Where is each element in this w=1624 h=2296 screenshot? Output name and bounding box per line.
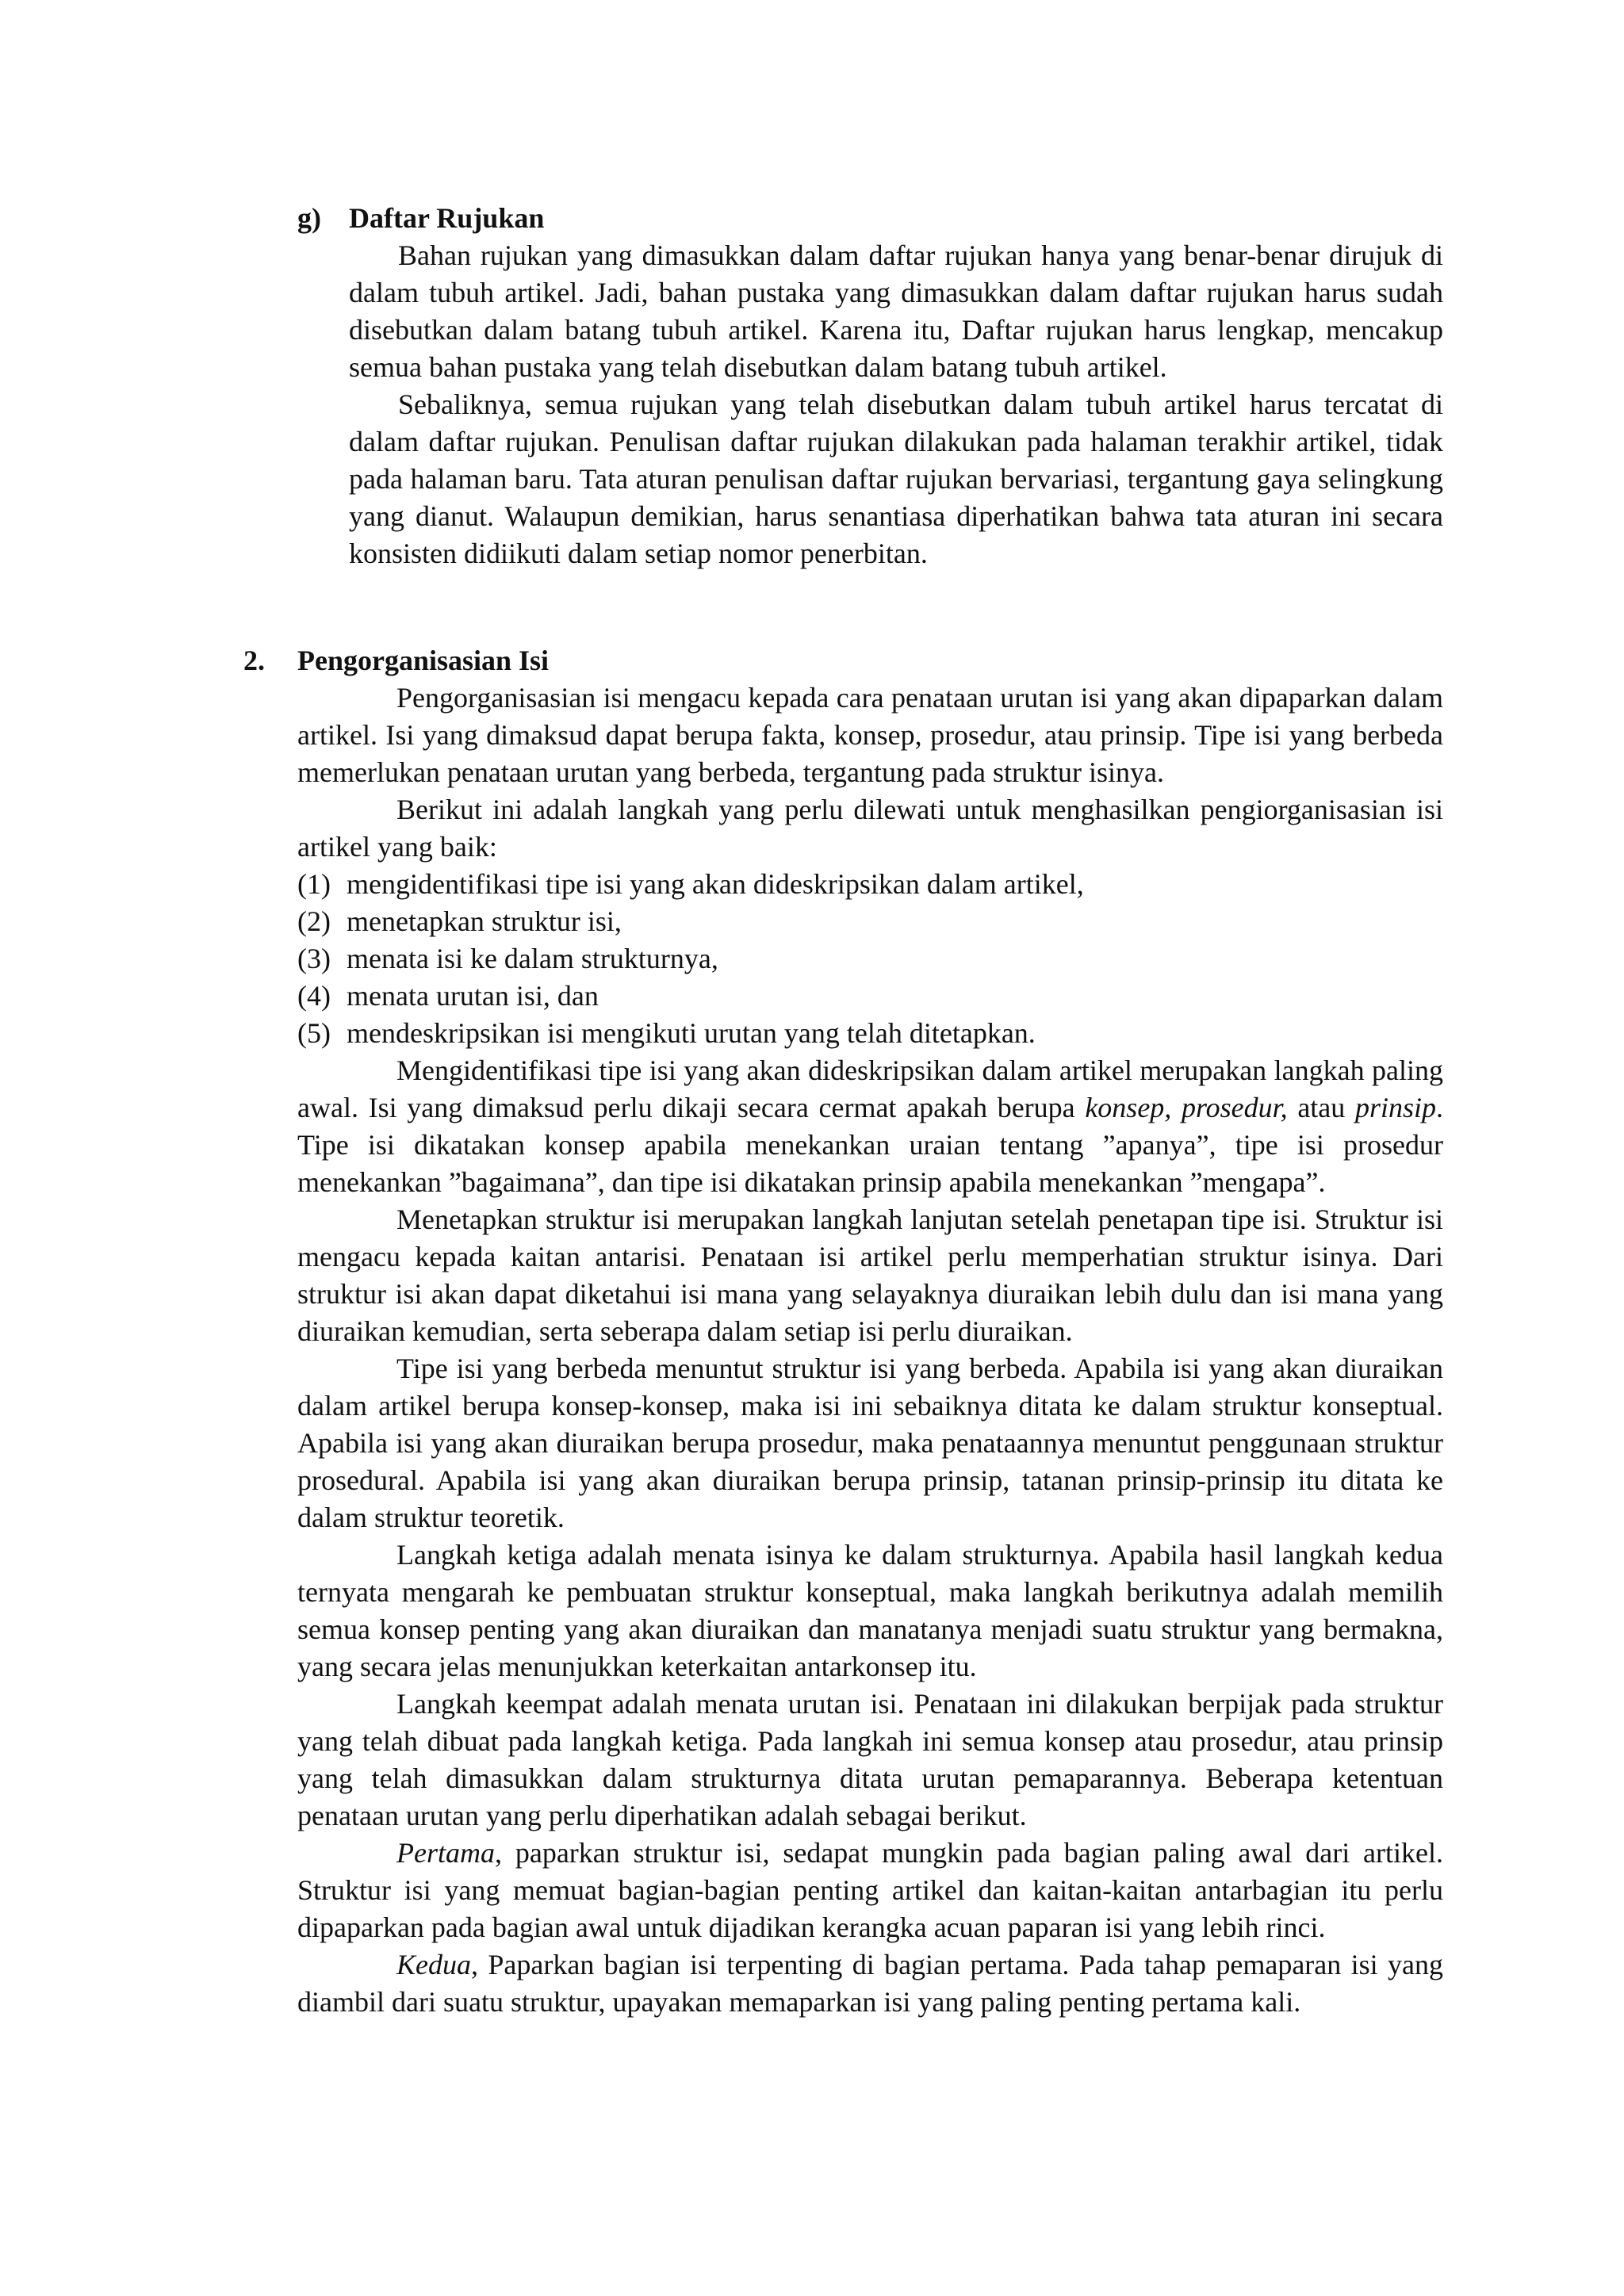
list-item: (5) mendeskripsikan isi mengikuti urutan yang telah ditetapkan. xyxy=(297,1017,1036,1049)
paragraph: Sebaliknya, semua rujukan yang telah disebutkan dalam tubuh artikel harus tercatat di dalam daftar rujukan. Penulisan daftar rujukan dilakukan pada halaman terakhir artikel, tidak pada halaman baru. Tata aturan penulisan daftar rujukan bervariasi, tergantung gaya selingkung yang dianut. Walaupun demikian, harus senantiasa diperhatikan bahwa tata aturan ini secara konsisten didiikuti dalam setiap nomor penerbitan. xyxy=(349,388,1443,569)
emphasis: prinsip xyxy=(1354,1092,1436,1123)
paragraph: Kedua, Paparkan bagian isi terpenting di bagian pertama. Pada tahap pemaparan isi yang diambil dari suatu struktur, upayakan memaparkan isi yang paling penting pertama kali. xyxy=(297,1949,1443,2018)
paragraph: Pengorganisasian isi mengacu kepada cara penataan urutan isi yang akan dipaparkan dalam artikel. Isi yang dimaksud dapat berupa fakta, konsep, prosedur, atau prinsip. Tipe isi yang berbeda memerlukan penataan urutan yang berbeda, tergantung pada struktur isinya. xyxy=(297,682,1443,788)
list-item: (2) menetapkan struktur isi, xyxy=(297,905,622,937)
emphasis: konsep, prosedur, xyxy=(1085,1092,1288,1123)
section-heading xyxy=(243,642,1443,679)
paragraph: Langkah ketiga adalah menata isinya ke dalam strukturnya. Apabila hasil langkah kedua ternyata mengarah ke pembuatan struktur konseptual, maka langkah berikutnya adalah memilih semua konsep penting yang akan diuraikan dan manatanya menjadi suatu struktur yang bermakna, yang secara jelas menunjukkan keterkaitan antarkonsep itu. xyxy=(297,1539,1443,1682)
section-daftar-rujukan xyxy=(297,200,1443,572)
emphasis: Pertama xyxy=(396,1837,495,1869)
section-title: Pengorganisasian Isi xyxy=(297,645,550,676)
steps-list xyxy=(297,866,1443,1052)
paragraph: Langkah keempat adalah menata urutan isi. Penataan ini dilakukan berpijak pada struktur yang telah dibuat pada langkah ketiga. Pada langkah ini semua konsep atau prosedur, atau prinsip yang telah dimasukkan dalam strukturnya ditata urutan pemaparannya. Beberapa ketentuan penataan urutan yang perlu diperhatikan adalah sebagai berikut. xyxy=(297,1688,1443,1831)
section-marker: 2. xyxy=(243,645,265,676)
paragraph: Pertama, paparkan struktur isi, sedapat mungkin pada bagian paling awal dari artikel. Struktur isi yang memuat bagian-bagian penting artikel dan kaitan-kaitan antarbagian itu perlu dipaparkan pada bagian awal untuk dijadikan kerangka acuan paparan isi yang lebih rinci. xyxy=(297,1837,1443,1943)
paragraph: Bahan rujukan yang dimasukkan dalam daftar rujukan hanya yang benar-benar dirujuk di dalam tubuh artikel. Jadi, bahan pustaka yang dimasukkan dalam daftar rujukan harus sudah disebutkan dalam batang tubuh artikel. Karena itu, Daftar rujukan harus lengkap, mencakup semua bahan pustaka yang telah disebutkan dalam batang tubuh artikel. xyxy=(349,239,1443,383)
paragraph: Berikut ini adalah langkah yang perlu dilewati untuk menghasilkan pengiorganisasian isi artikel yang baik: xyxy=(297,794,1443,863)
paragraph: Mengidentifikasi tipe isi yang akan dideskripsikan dalam artikel merupakan langkah paling awal. Isi yang dimaksud perlu dikaji secara cermat apakah berupa konsep, prosedur, atau prinsip. Tipe isi dikatakan konsep apabila menekankan uraian tentang ”apanya”, tipe isi prosedur menekankan ”bagaimana”, dan tipe isi dikatakan prinsip apabila menekankan ”mengapa”. xyxy=(297,1054,1443,1198)
emphasis: Kedua xyxy=(396,1949,471,1980)
paragraph: Tipe isi yang berbeda menuntut struktur isi yang berbeda. Apabila isi yang akan diuraikan dalam artikel berupa konsep-konsep, maka isi ini sebaiknya ditata ke dalam struktur konseptual. Apabila isi yang akan diuraikan berupa prosedur, maka penataannya menuntut penggunaan struktur prosedural. Apabila isi yang akan diuraikan berupa prinsip, tatanan prinsip-prinsip itu ditata ke dalam struktur teoretik. xyxy=(297,1353,1443,1533)
list-item: (1) mengidentifikasi tipe isi yang akan dideskripsikan dalam artikel, xyxy=(297,868,1084,900)
list-item: (4) menata urutan isi, dan xyxy=(297,980,599,1012)
section-title: Daftar Rujukan xyxy=(349,202,545,234)
list-item: (3) menata isi ke dalam strukturnya, xyxy=(297,943,718,974)
section-heading xyxy=(297,200,1443,237)
section-pengorganisasian-isi xyxy=(243,642,1443,2021)
section-marker: g) xyxy=(297,202,321,234)
paragraph: Menetapkan struktur isi merupakan langkah lanjutan setelah penetapan tipe isi. Struktur isi mengacu kepada kaitan antarisi. Penataan isi artikel perlu memperhatian struktur isinya. Dari struktur isi akan dapat diketahui isi mana yang selayaknya diuraikan lebih dulu dan isi mana yang diuraikan kemudian, serta seberapa dalam setiap isi perlu diuraikan. xyxy=(297,1203,1443,1347)
